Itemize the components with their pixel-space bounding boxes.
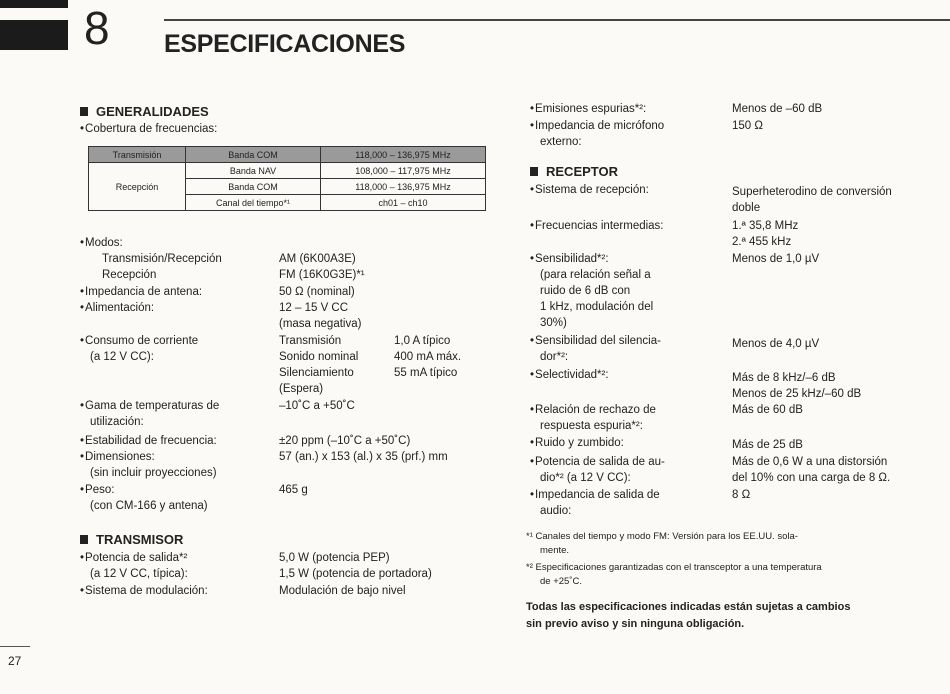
sensitivity-note: 30%) [540, 317, 567, 329]
cons-value: 1,0 A típico [394, 335, 451, 347]
frequency-table [88, 146, 486, 211]
dimensions-label: • Dimensiones: [80, 449, 155, 466]
chapter-tab-top [0, 0, 68, 8]
power-value: 12 – 15 V CC [279, 302, 349, 314]
range-cell: 108,000 – 117,975 MHz [321, 163, 486, 179]
range-cell: 118,000 – 136,975 MHz [321, 179, 486, 195]
power-note: (masa negativa) [279, 318, 362, 330]
modes-txrx-value: AM (6K00A3E) [279, 253, 356, 265]
af-impedance-sublabel: audio: [540, 505, 572, 517]
spurious-value: Menos de –60 dB [732, 103, 823, 115]
square-bullet-icon [80, 107, 88, 116]
af-impedance-value: 8 Ω [732, 489, 751, 501]
temp-value: –10˚C a +50˚C [279, 400, 355, 412]
footnote-2-cont: de +25˚C. [540, 576, 582, 587]
band-cell: Banda NAV [186, 163, 321, 179]
band-cell: Banda COM [186, 147, 321, 163]
selectivity-value: Más de 8 kHz/–6 dB [732, 372, 836, 384]
if-value1: 1.ª 35,8 MHz [732, 220, 799, 232]
page-number: 27 [8, 654, 22, 668]
weight-label: • Peso: [80, 482, 114, 499]
af-power-label: • Potencia de salida de au- [530, 454, 665, 471]
chapter-tab [0, 20, 68, 50]
section-receiver-heading [530, 164, 618, 179]
af-impedance-label: • Impedancia de salida de [530, 487, 660, 504]
consumption-label: • Consumo de corriente [80, 333, 198, 350]
hum-value: Más de 25 dB [732, 439, 803, 451]
cons-value: 55 mA típico [394, 367, 458, 379]
weight-sublabel: (con CM-166 y antena) [90, 500, 208, 512]
temp-label: • Gama de temperaturas de [80, 398, 219, 415]
sensitivity-note: 1 kHz, modulación del [540, 301, 654, 313]
selectivity-value: Menos de 25 kHz/–60 dB [732, 388, 862, 400]
modes-label: • Modos: [80, 235, 123, 252]
antenna-value: 50 Ω (nominal) [279, 286, 355, 298]
sensitivity-label: • Sensibilidad*²: [530, 251, 609, 268]
rx-system-value2: doble [732, 202, 761, 214]
cons-name: Sonido nominal [279, 351, 359, 363]
footnote-1-cont: mente. [540, 545, 570, 556]
cons-name: Silenciamiento [279, 367, 354, 379]
range-cell: ch01 – ch10 [321, 195, 486, 211]
output-power-sublabel: (a 12 V CC, típica): [90, 568, 188, 580]
band-cell: Banda COM [186, 179, 321, 195]
antenna-label: • Impedancia de antena: [80, 284, 202, 301]
disclaimer-line1: Todas las especificaciones indicadas están sujetas a cambios [526, 601, 851, 613]
cons-name: Transmisión [279, 335, 342, 347]
power-label: • Alimentación: [80, 300, 154, 317]
mic-impedance-sublabel: externo: [540, 136, 582, 148]
modulation-label: • Sistema de modulación: [80, 583, 208, 600]
mic-impedance-label: • Impedancia de micrófono [530, 118, 664, 135]
af-power-value2: del 10% con una carga de 8 Ω. [732, 472, 891, 484]
rx-label-cell: Recepción [89, 163, 186, 211]
squelch-sublabel: dor*²: [540, 351, 569, 363]
footnote-1: *¹ Canales del tiempo y modo FM: Versión para los EE.UU. sola- [526, 531, 798, 542]
modes-txrx-label: Transmisión/Recepción [102, 253, 222, 265]
section-transmitter-label: TRANSMISOR [96, 532, 184, 547]
modes-rx-label: Recepción [102, 269, 157, 281]
selectivity-label: • Selectividad*²: [530, 367, 609, 384]
mic-impedance-value: 150 Ω [732, 120, 763, 132]
section-general-label: GENERALIDADES [96, 104, 209, 119]
table-row [89, 163, 486, 179]
header-rule [164, 19, 950, 21]
range-cell: 118,000 – 136,975 MHz [321, 147, 486, 163]
square-bullet-icon [80, 535, 88, 544]
if-label: • Frecuencias intermedias: [530, 218, 664, 235]
rejection-value: Más de 60 dB [732, 404, 803, 416]
squelch-label: • Sensibilidad del silencia- [530, 333, 661, 350]
chapter-number: 8 [84, 2, 110, 54]
cons-wait: (Espera) [279, 383, 324, 395]
dimensions-sublabel: (sin incluir proyecciones) [90, 467, 217, 479]
section-receiver-label: RECEPTOR [546, 164, 618, 179]
rejection-sublabel: respuesta espuria*²: [540, 420, 643, 432]
squelch-value: Menos de 4,0 µV [732, 338, 820, 350]
output-power-value2: 1,5 W (potencia de portadora) [279, 568, 432, 580]
rx-system-value: Superheterodino de conversión [732, 186, 892, 198]
section-transmitter-heading [80, 532, 183, 547]
coverage-label: • Cobertura de frecuencias: [80, 121, 217, 138]
stability-value: ±20 ppm (–10˚C a +50˚C) [279, 435, 411, 447]
weight-value: 465 g [279, 484, 308, 496]
band-cell: Canal del tiempo*¹ [186, 195, 321, 211]
tx-label-cell: Transmisión [89, 147, 186, 163]
af-power-value: Más de 0,6 W a una distorsión [732, 456, 888, 468]
square-bullet-icon [530, 167, 538, 176]
hum-label: • Ruido y zumbido: [530, 435, 624, 452]
table-row [89, 147, 486, 163]
stability-label: • Estabilidad de frecuencia: [80, 433, 217, 450]
rx-system-label: • Sistema de recepción: [530, 182, 649, 199]
if-value2: 2.ª 455 kHz [732, 236, 792, 248]
consumption-sublabel: (a 12 V CC): [90, 351, 154, 363]
temp-sublabel: utilización: [90, 416, 144, 428]
disclaimer-line2: sin previo aviso y sin ninguna obligación. [526, 618, 745, 630]
output-power-value: 5,0 W (potencia PEP) [279, 552, 390, 564]
page-number-rule [0, 646, 30, 647]
af-power-sublabel: dio*² (a 12 V CC): [540, 472, 631, 484]
sensitivity-note: ruido de 6 dB con [540, 285, 631, 297]
cons-value: 400 mA máx. [394, 351, 462, 363]
section-general-heading [80, 104, 209, 119]
dimensions-value: 57 (an.) x 153 (al.) x 35 (prf.) mm [279, 451, 448, 463]
modes-rx-value: FM (16K0G3E)*¹ [279, 269, 365, 281]
modulation-value: Modulación de bajo nivel [279, 585, 406, 597]
page-title: ESPECIFICACIONES [164, 30, 406, 58]
sensitivity-note: (para relación señal a [540, 269, 651, 281]
footnote-2: *² Especificaciones garantizadas con el transceptor a una temperatura [526, 562, 822, 573]
spurious-label: • Emisiones espurias*²: [530, 101, 646, 118]
rejection-label: • Relación de rechazo de [530, 402, 656, 419]
output-power-label: • Potencia de salida*² [80, 550, 187, 567]
sensitivity-value: Menos de 1,0 µV [732, 253, 820, 265]
